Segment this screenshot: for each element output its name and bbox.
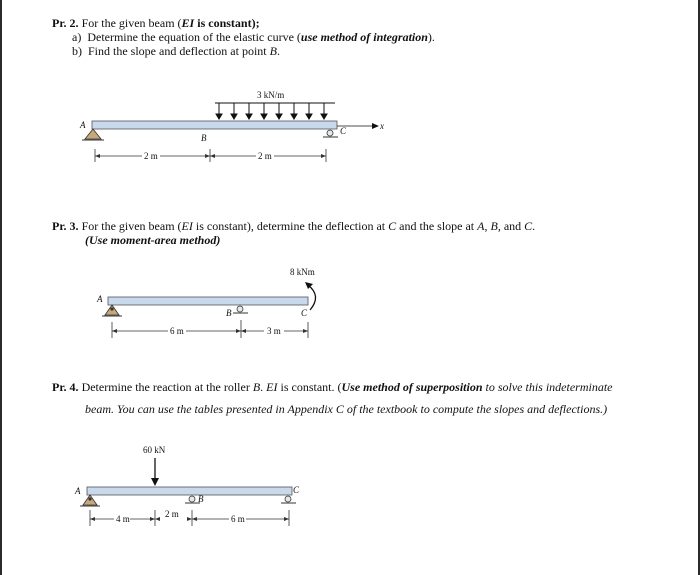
p2-dim-label-2: 2 m: [258, 151, 272, 161]
p3-text-d: and the slope at: [396, 219, 478, 233]
p4-dim-arrow-1l: [90, 517, 95, 521]
p2-a-marker: a): [72, 30, 82, 44]
p4-method: Use method of superposition: [341, 380, 483, 394]
p4-dim-arrow-2r: [187, 517, 192, 521]
p2-ei: EI: [181, 16, 195, 30]
p2-x-label: x: [380, 121, 384, 131]
p3-moment-label: 8 kNm: [290, 267, 315, 277]
p2-b-marker: b): [72, 44, 82, 58]
p2-number: Pr. 2.: [52, 16, 79, 30]
p2-a-method: use method of integration: [300, 30, 428, 44]
p2-label-c: C: [340, 126, 347, 136]
p2-b-end: .: [276, 44, 280, 58]
p4-load-arrowhead: [151, 478, 159, 486]
p2-a-end: ).: [427, 30, 435, 44]
p4-load-label: 60 kN: [143, 445, 166, 455]
p4-text-b: .: [260, 380, 267, 394]
p3-method: (Use moment-area method): [85, 233, 221, 247]
p3-text-b: is constant), determine the deflection at: [192, 219, 389, 233]
p3-label-a: A: [97, 294, 103, 304]
p3-number: Pr. 3.: [52, 219, 79, 233]
p3-point-c1: C: [388, 219, 397, 233]
p4-point-b: B: [252, 380, 261, 394]
p3-label-c: C: [301, 308, 308, 318]
p4-roller-b: [189, 496, 195, 502]
p4-text-d: to solve this indeterminate: [482, 380, 613, 394]
p4-label-c: C: [293, 485, 300, 495]
p4-label-b: B: [198, 494, 204, 504]
p4-line-2: beam. You can use the tables presented in Appendix C of the textbook to compute the slopes and deflections.): [85, 402, 608, 416]
p2-b-point: B: [269, 44, 277, 58]
p2-label-b: B: [201, 133, 207, 143]
p4-dim-arrow-2l: [155, 517, 160, 521]
p2-a-text: Determine the equation of the elastic curve (: [87, 30, 301, 44]
p3-comma: ,: [484, 219, 491, 233]
p3-end: .: [532, 219, 536, 233]
p4-dim-arrow-3l: [192, 517, 197, 521]
p4-dim-arrow-1r: [150, 517, 155, 521]
p3-text-a: For the given beam (: [78, 219, 182, 233]
p3-dim-label-1: 6 m: [170, 326, 184, 336]
p4-pin-a: [88, 497, 91, 500]
p4-roller-c: [285, 496, 291, 502]
p4-beam: [87, 487, 292, 495]
p2-load-label: 3 kN/m: [257, 90, 285, 100]
p4-text-c: is constant. (: [277, 380, 342, 394]
p2-heading-text: For the given beam (: [78, 16, 182, 30]
p3-label-b: B: [226, 308, 232, 318]
p4-dim-arrow-3r: [284, 517, 289, 521]
p4-dim-label-3: 6 m: [231, 514, 245, 524]
p4-dim-label-1: 4 m: [116, 514, 130, 524]
p3-and: , and: [497, 219, 525, 233]
p3-point-a: A: [477, 219, 485, 233]
p2-b-text: Find the slope and deflection at point: [88, 44, 270, 58]
p4-text-a: Determine the reaction at the roller: [78, 380, 253, 394]
p3-ei: EI: [181, 219, 193, 233]
p2-dim-label-1: 2 m: [144, 151, 158, 161]
p3-point-b: B: [490, 219, 498, 233]
p2-label-a: A: [80, 120, 86, 130]
p3-dim-label-2: 3 m: [267, 326, 281, 336]
p4-label-a: A: [75, 486, 81, 496]
p3-point-c2: C: [524, 219, 533, 233]
p4-number: Pr. 4.: [52, 380, 79, 394]
p2-heading-end: is constant);: [194, 16, 260, 30]
p4-ei: EI: [266, 380, 278, 394]
p4-dim-label-2: 2 m: [165, 509, 179, 519]
